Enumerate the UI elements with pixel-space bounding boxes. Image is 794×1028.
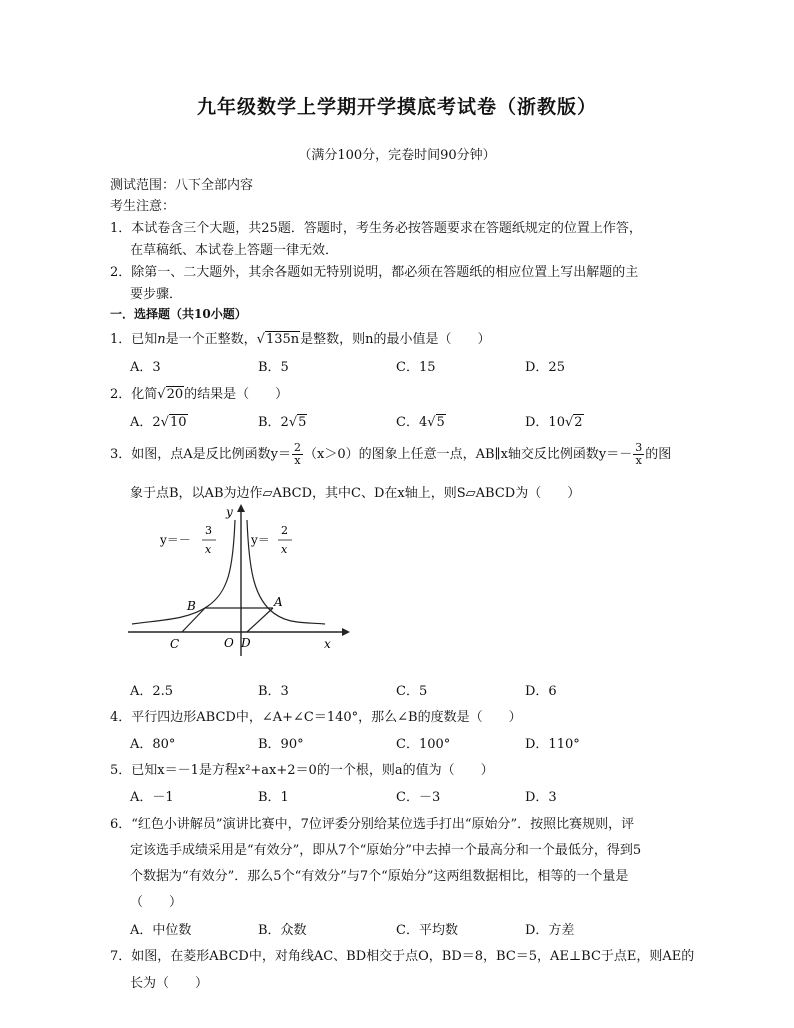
exam-subtitle: （满分100分，完卷时间90分钟） <box>298 148 496 163</box>
q3-post: 的图 <box>645 447 672 463</box>
q1-post: 是整数，则n的最小值是（ ） <box>300 332 491 347</box>
q2-option-a <box>130 411 188 430</box>
q2-sqrt: √20 <box>157 387 184 402</box>
q2-d-pre: D．10 <box>525 415 565 430</box>
y-axis-arrow <box>237 504 245 512</box>
question-6-line3: 个数据为“有效分”．那么5个“有效分”与7个“原始分”这两组数据相比，相等的一个量是 <box>130 869 629 884</box>
question-2 <box>110 383 288 402</box>
q6-option-c: C．平均数 <box>396 923 458 938</box>
notice-2b: 要步骤． <box>130 287 183 302</box>
label-a: A <box>274 595 283 609</box>
label-x-axis: x <box>324 637 331 651</box>
q4-option-b: B．90° <box>258 737 304 752</box>
q2-c-rad: 5 <box>436 415 445 430</box>
q2-radicand: 20 <box>166 387 184 402</box>
q3-pre: 3．如图，点A是反比例函数y＝ <box>110 447 292 463</box>
q1-option-a: A．3 <box>130 360 161 375</box>
q2-a-sqrt: √10 <box>160 415 187 430</box>
q3-figure <box>120 500 350 660</box>
q2-c-pre: C．4 <box>396 415 428 430</box>
q2-a-rad: 10 <box>169 415 187 430</box>
question-3-line1 <box>110 442 671 467</box>
question-1 <box>110 328 491 347</box>
q3-frac1-num: 2 <box>294 441 302 454</box>
question-7-line2: 长为（ ） <box>130 976 209 991</box>
section-heading: 一．选择题（共10小题） <box>110 307 247 321</box>
eq-left-den: x <box>205 543 212 556</box>
q5-option-a: A．－1 <box>130 790 174 805</box>
q1-pre: 1．已知 <box>110 332 158 347</box>
q1-mid: 是一个正整数， <box>165 332 257 347</box>
exam-title: 九年级数学上学期开学摸底考试卷（浙教版） <box>196 96 597 118</box>
label-b: B <box>187 599 196 613</box>
q3-option-d: D．6 <box>525 684 557 699</box>
eq-right: y＝ <box>251 533 270 547</box>
q4-option-c: C．100° <box>396 737 451 752</box>
q5-option-c: C．－3 <box>396 790 441 805</box>
question-4: 4．平行四边形ABCD中，∠A+∠C＝140°，那么∠B的度数是（ ） <box>110 710 522 725</box>
eq-left-num: 3 <box>205 524 212 537</box>
q3-frac-1 <box>292 442 303 467</box>
segment-ad <box>247 608 273 632</box>
q2-pre: 2．化简 <box>110 387 158 402</box>
eq-left: y＝－ <box>160 533 191 547</box>
q2-option-c <box>396 411 446 430</box>
question-6-line1: 6．“红色小讲解员”演讲比赛中，7位评委分别给某位选手打出“原始分”．按照比赛规则，评 <box>110 817 635 832</box>
eq-right-den: x <box>281 543 288 556</box>
q2-b-pre: B．2 <box>258 415 289 430</box>
q4-option-a: A．80° <box>130 737 176 752</box>
q2-d-rad: 2 <box>574 415 583 430</box>
q6-option-a: A．中位数 <box>130 923 192 938</box>
q4-option-d: D．110° <box>525 737 580 752</box>
q3-option-c: C．5 <box>396 684 428 699</box>
question-7-line1: 7．如图，在菱形ABCD中，对角线AC、BD相交于点O，BD＝8，BC＝5，AE⊥BC于点E，则AE的 <box>110 949 695 964</box>
q5-option-b: B．1 <box>258 790 289 805</box>
q1-n: n <box>157 332 166 347</box>
label-c: C <box>170 637 180 651</box>
eq-right-num: 2 <box>281 524 288 537</box>
q2-d-sqrt: √2 <box>564 415 583 430</box>
q2-b-sqrt: √5 <box>288 415 307 430</box>
notice-label: 考生注意： <box>110 199 176 214</box>
q5-option-d: D．3 <box>525 790 557 805</box>
question-6-line2: 定该选手成绩采用是“有效分”，即从7个“原始分”中去掉一个最高分和一个最低分，得到5 <box>130 843 642 858</box>
q3-frac2-num: 3 <box>635 441 643 454</box>
test-scope: 测试范围：八下全部内容 <box>110 178 254 193</box>
q2-option-d <box>525 411 584 430</box>
q1-sqrt: √135n <box>256 332 300 347</box>
q1-option-b: B．5 <box>258 360 289 375</box>
notice-1b: 在草稿纸、本试卷上答题一律无效． <box>130 243 339 258</box>
notice-2a: 2．除第一、二大题外，其余各题如无特别说明，都必须在答题纸的相应位置上写出解题的主 <box>110 265 639 280</box>
q3-option-a: A．2.5 <box>130 684 174 699</box>
q2-option-b <box>258 411 307 430</box>
notice-1a: 1．本试卷含三个大题，共25题．答题时，考生务必按答题要求在答题纸规定的位置上作答， <box>110 221 642 236</box>
question-6-line4: （ ） <box>130 895 183 910</box>
question-3-line2: 象于点B，以AB为边作▱ABCD，其中C、D在x轴上，则S▱ABCD为（ ） <box>130 486 581 501</box>
question-5: 5．已知x＝－1是方程x²+ax+2＝0的一个根，则a的值为（ ） <box>110 763 494 778</box>
x-axis-arrow <box>342 628 350 636</box>
q1-option-d: D．25 <box>525 360 565 375</box>
q1-radicand: 135n <box>265 332 300 347</box>
label-origin: O <box>224 636 234 650</box>
q2-a-pre: A．2 <box>130 415 161 430</box>
q1-option-c: C．15 <box>396 360 436 375</box>
q3-mid: （x＞0）的图象上任意一点，AB∥x轴交反比例函数y＝－ <box>304 447 633 463</box>
q3-frac1-den: x <box>294 454 301 468</box>
q6-option-b: B．众数 <box>258 923 307 938</box>
q3-frac2-den: x <box>635 454 642 468</box>
label-d: D <box>241 636 251 650</box>
q2-b-rad: 5 <box>298 415 307 430</box>
q2-post: 的结果是（ ） <box>184 387 289 402</box>
q2-c-sqrt: √5 <box>427 415 445 430</box>
q3-option-b: B．3 <box>258 684 289 699</box>
q6-option-d: D．方差 <box>525 923 575 938</box>
label-y-axis: y <box>226 505 233 519</box>
q3-frac-2 <box>633 442 644 467</box>
